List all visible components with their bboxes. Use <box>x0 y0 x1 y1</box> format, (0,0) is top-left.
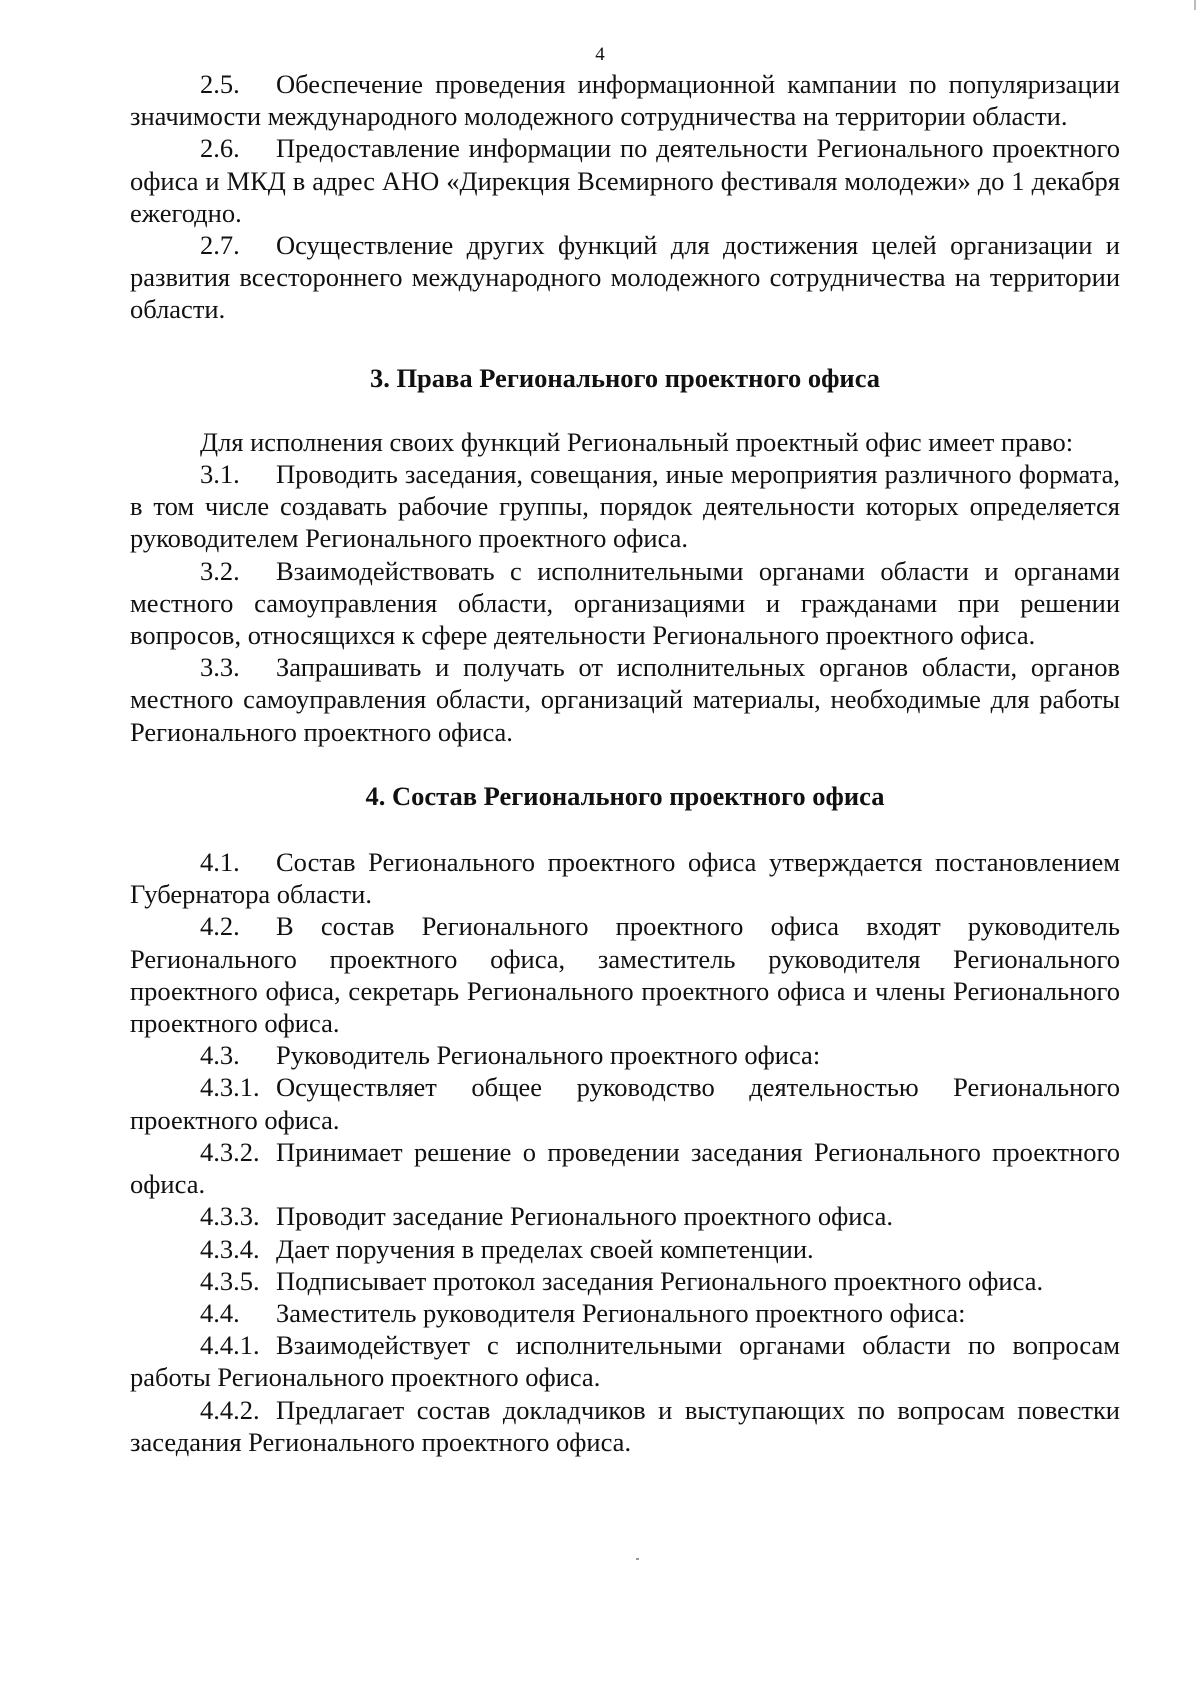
clause-number: 3.2. <box>200 555 240 586</box>
clause-number: 3.3. <box>200 652 240 683</box>
clause-number: 4.4. <box>200 1297 240 1328</box>
clause-number: 2.5. <box>200 69 240 99</box>
clause-4-4-2 <box>130 1394 1120 1458</box>
clause-text: Принимает решение о проведении заседания Регионального проектного офиса. <box>130 1136 1120 1200</box>
clause-2-6 <box>130 132 1120 229</box>
clause-number: 4.3.2. <box>200 1136 260 1167</box>
clause-2-5 <box>130 68 1120 132</box>
page-number: 4 <box>595 44 605 65</box>
clause-number: 4.3.4. <box>200 1233 260 1264</box>
scan-speck <box>636 1558 639 1560</box>
clause-number: 3.1. <box>200 459 240 490</box>
clause-2-7 <box>130 229 1120 326</box>
clause-4-1 <box>130 846 1120 910</box>
clause-text: Взаимодействовать с исполнительными органами области и органами местного самоуправления области, организациями и гражданами при решении вопросов, относящихся к сфере деятельности Регионального проектного офиса. <box>130 555 1120 651</box>
scan-edge-mark <box>1194 0 1196 10</box>
clause-number: 4.3.5. <box>200 1265 260 1296</box>
clause-text: В состав Регионального проектного офиса входят руководитель Регионального проектного офиса, заместитель руководителя Регионального проектного офиса, секретарь Регионального проектного офиса и члены Регионального проектного офиса. <box>130 911 1120 1039</box>
clause-4-3-3 <box>130 1200 1120 1232</box>
clause-4-3-2 <box>130 1136 1120 1200</box>
clause-4-3 <box>130 1039 1120 1071</box>
clause-text: Дает поручения в пределах своей компетенции. <box>276 1233 814 1264</box>
clause-4-3-5 <box>130 1265 1120 1297</box>
clause-3-3 <box>130 651 1120 748</box>
clause-text: Проводить заседания, совещания, иные мероприятия различного формата, в том числе создавать рабочие группы, порядок деятельности которых определяется руководителем Регионального проектного офиса. <box>130 459 1120 554</box>
clause-number: 2.6. <box>200 133 240 164</box>
clause-number: 4.3.3. <box>200 1201 260 1232</box>
clause-number: 4.1. <box>200 847 240 878</box>
section-4-heading: 4. Состав Регионального проектного офиса <box>365 780 885 811</box>
clause-text: Запрашивать и получать от исполнительных органов области, органов местного самоуправления области, организаций материалы, необходимые для работы Регионального проектного офиса. <box>130 652 1120 747</box>
clause-number: 4.2. <box>200 911 240 942</box>
clause-text: Руководитель Регионального проектного офиса: <box>276 1040 821 1071</box>
clause-text: Подписывает протокол заседания Регионального проектного офиса. <box>276 1265 1044 1296</box>
clause-text: Осуществляет общее руководство деятельностью Регионального проектного офиса. <box>130 1072 1120 1135</box>
clause-text: Состав Регионального проектного офиса утверждается постановлением Губернатора области. <box>130 847 1120 910</box>
clause-4-3-4 <box>130 1233 1120 1265</box>
clause-text: Заместитель руководителя Регионального проектного офиса: <box>276 1297 966 1328</box>
clause-text: Предоставление информации по деятельности Регионального проектного офиса и МКД в адрес АНО «Дирекция Всемирного фестиваля молодежи» до 1 декабря ежегодно. <box>130 133 1120 228</box>
clause-text: Предлагает состав докладчиков и выступающих по вопросам повестки заседания Регионального проектного офиса. <box>130 1394 1120 1457</box>
clause-number: 2.7. <box>200 230 240 261</box>
clause-number: 4.4.2. <box>200 1394 260 1425</box>
section-3-intro: Для исполнения своих функций Региональный проектный офис имеет право: <box>200 426 1074 457</box>
clause-4-2 <box>130 910 1120 1039</box>
clause-4-3-1 <box>130 1071 1120 1135</box>
clause-3-2 <box>130 555 1120 652</box>
clause-text: Обеспечение проведения информационной кампании по популяризации значимости международного молодежного сотрудничества на территории области. <box>130 69 1120 132</box>
clause-text: Взаимодействует с исполнительными органами области по вопросам работы Регионального проектного офиса. <box>130 1330 1120 1393</box>
section-3-heading: 3. Права Регионального проектного офиса <box>369 362 881 393</box>
clause-number: 4.3. <box>200 1040 240 1071</box>
document-body <box>130 68 1120 1458</box>
clause-4-4-1 <box>130 1329 1120 1393</box>
clause-number: 4.4.1. <box>200 1330 260 1361</box>
clause-number: 4.3.1. <box>200 1072 260 1103</box>
clause-3-1 <box>130 458 1120 555</box>
clause-text: Осуществление других функций для достижения целей организации и развития всестороннего международного молодежного сотрудничества на территории области. <box>130 230 1120 325</box>
clause-text: Проводит заседание Регионального проектного офиса. <box>276 1201 893 1232</box>
clause-4-4 <box>130 1297 1120 1329</box>
